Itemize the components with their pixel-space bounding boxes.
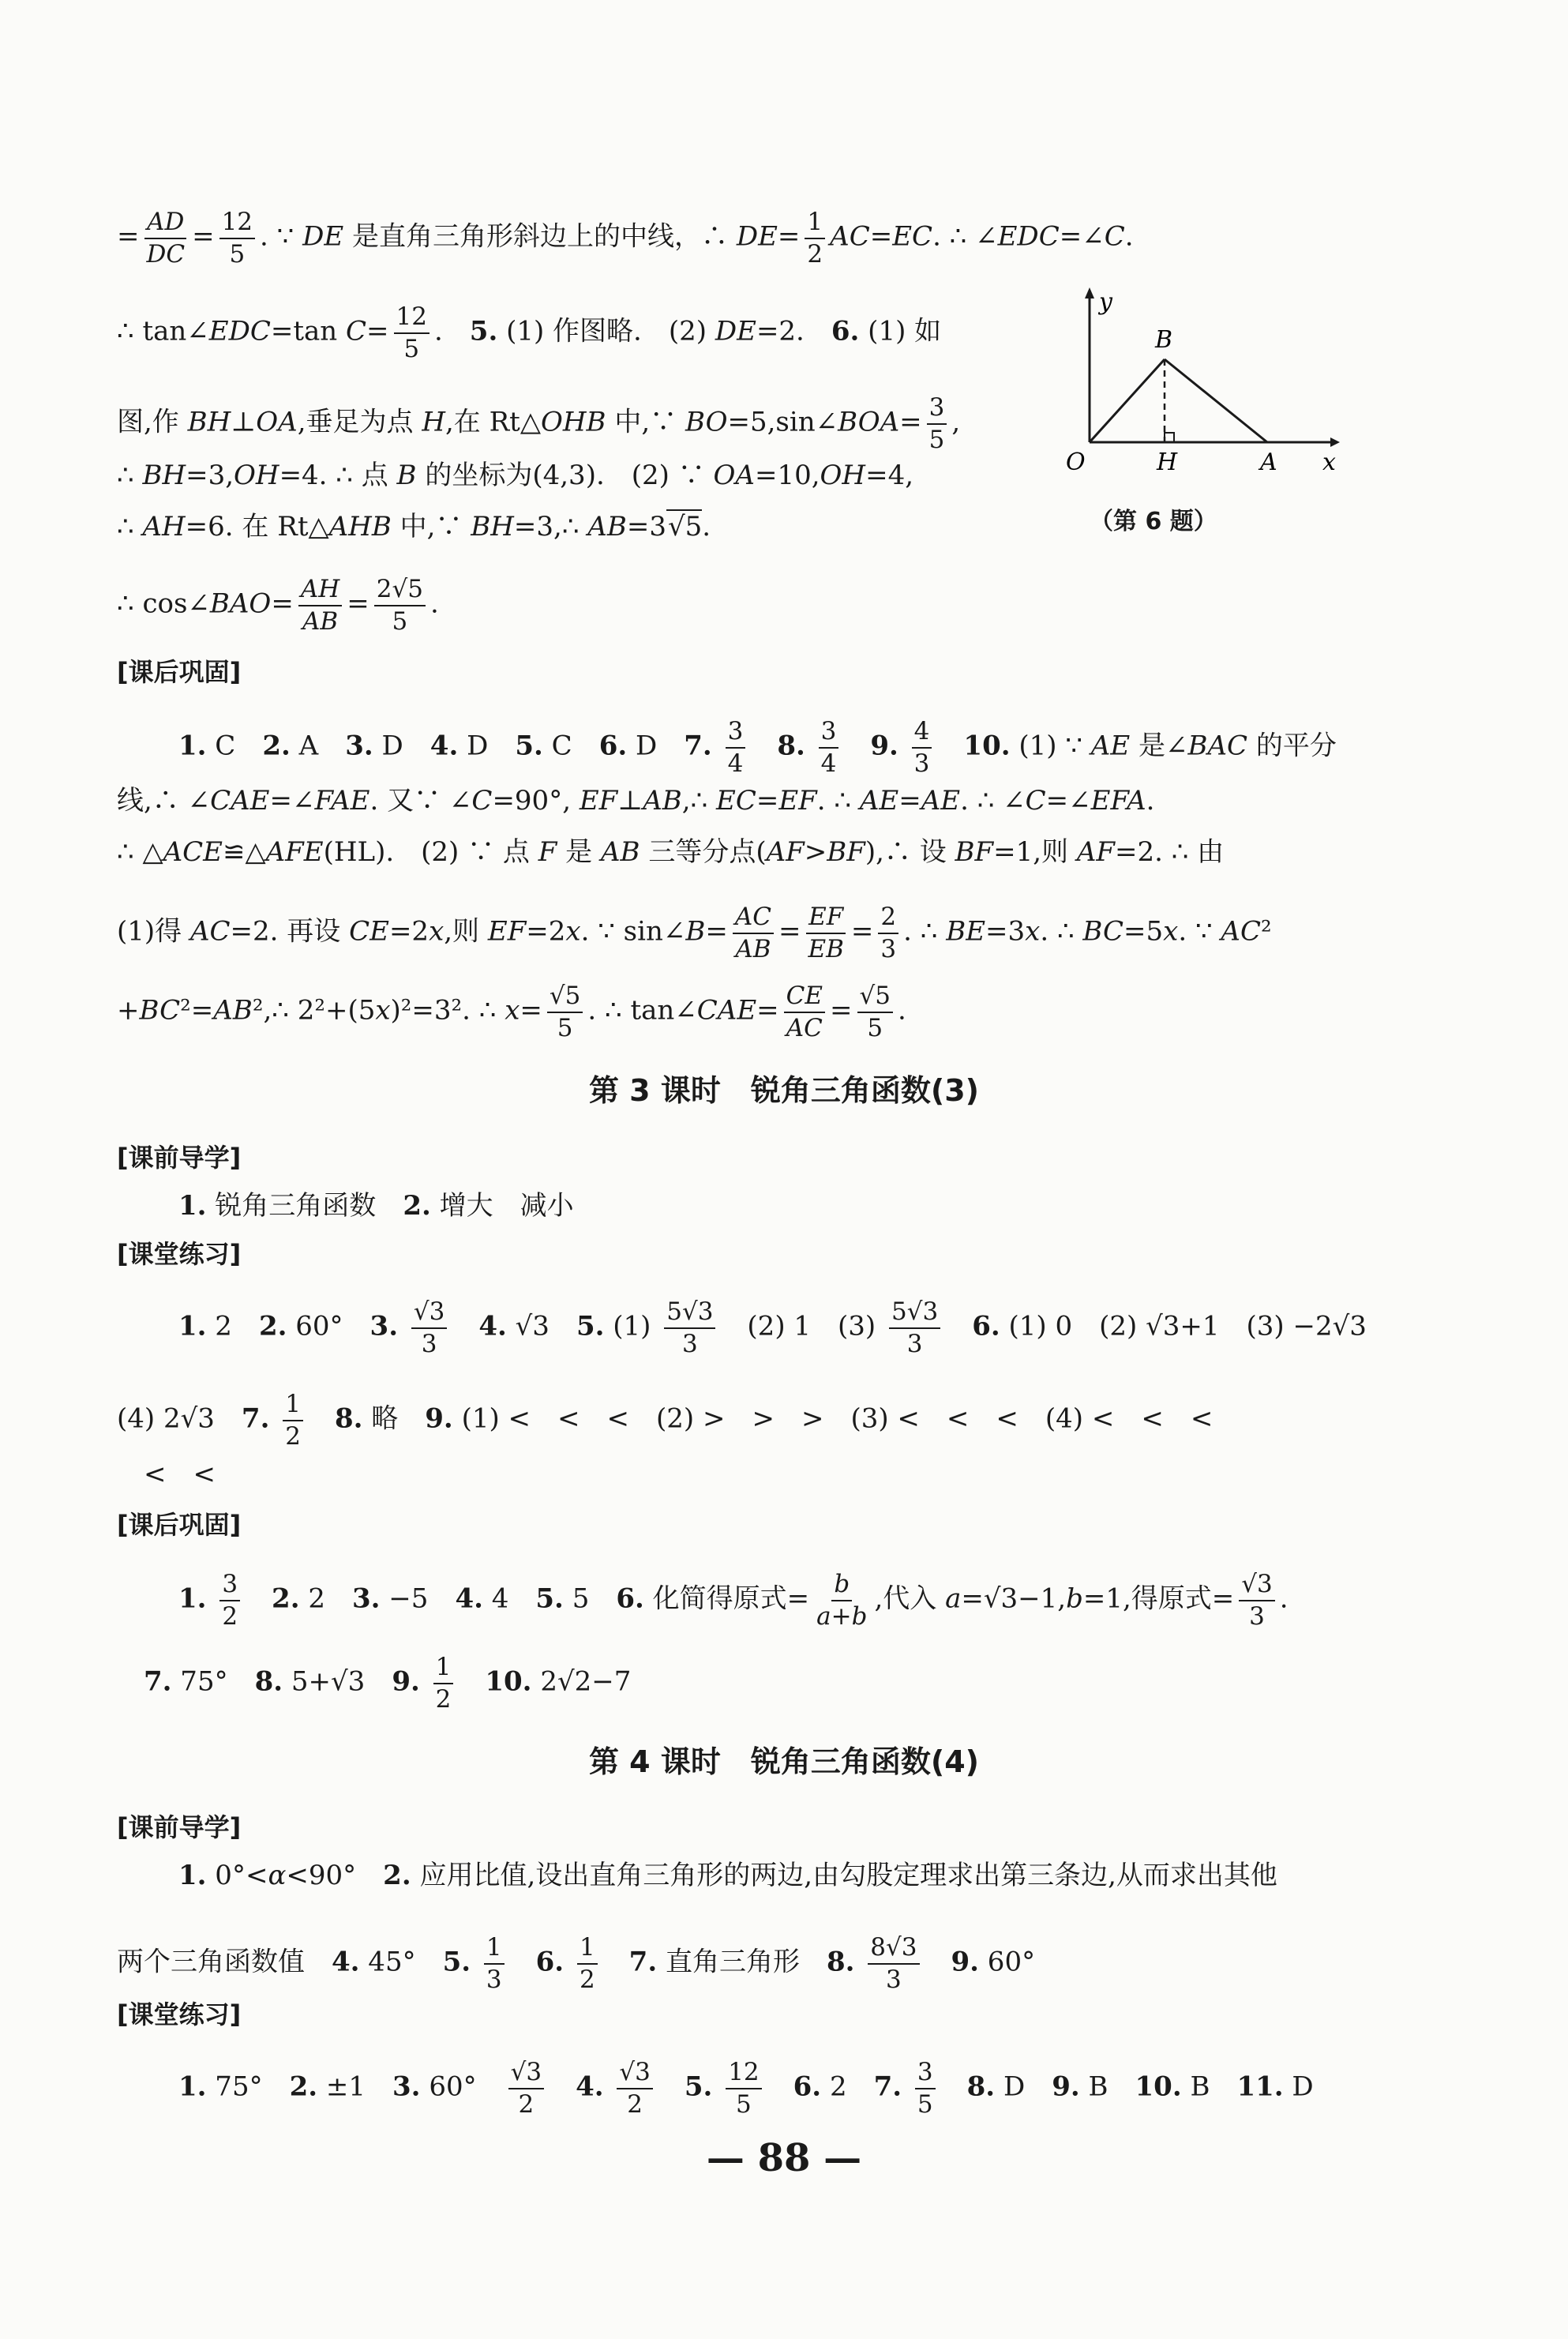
text-line-17: 7. 75° 8. 5+√3 9. $\frac{1}{2}$ 10. 2√2−7	[144, 1653, 632, 1714]
text-line-3: 图,作 BH⊥OA,垂足为点 H,在 Rt△OHB 中,∵ BO=5,sin∠BOA= $\frac{3}{5}$ ,	[117, 393, 961, 454]
section-before-class-3: [课前导学]	[117, 1143, 242, 1173]
text-line-2: ∴ tan∠EDC=tan C= $\frac{12}{5}$ . 5. (1) 作图略. (2) DE=2. 6. (1) 如	[117, 302, 942, 363]
y-axis-arrow	[1085, 287, 1094, 298]
coordinate-figure	[1034, 284, 1334, 537]
text-line-16: 1. $\frac{3}{2}$ 2. 2 3. −5 4. 4 5. 5 6. 化简得原式= $\frac{b}{a+b}$ ,代入 a=√3−1,b=1,得原式= $\frac{√3}{3}$ .	[178, 1570, 1289, 1631]
section-in-class-3: [课堂练习]	[117, 1239, 242, 1269]
text-line-19: 两个三角函数值 4. 45° 5. $\frac{1}{3}$ 6. $\frac{1}{2}$ 7. 直角三角形 8. $\frac{8√3}{3}$ 9. 60°	[117, 1933, 1036, 1994]
segment-ab	[1165, 359, 1267, 442]
label-x: x	[1322, 449, 1336, 476]
text-line-9: ∴ △ACE≌△AFE(HL). (2) ∵ 点 F 是 AB 三等分点(AF>BF),∴ 设 BF=1,则 AF=2. ∴ 由	[117, 836, 1225, 868]
text-line-11: +BC²=AB²,∴ 2²+(5x)²=3². ∴ x= $\frac{√5}{5}$ . ∴ tan∠CAE= $\frac{CE}{AC}$ = $\frac{√5}{5}$ .	[117, 982, 906, 1042]
section-after-class-3: [课后巩固]	[117, 1510, 242, 1540]
text-line-8: 线,∴ ∠CAE=∠FAE. 又∵ ∠C=90°, EF⊥AB,∴ EC=EF. ∴ AE=AE. ∴ ∠C=∠EFA.	[117, 785, 1155, 817]
segment-ob	[1090, 359, 1165, 442]
x-axis-arrow	[1330, 437, 1340, 447]
page-number: — 88 —	[706, 2136, 862, 2180]
text-line-5: ∴ AH=6. 在 Rt△AHB 中,∵ BH=3,∴ AB=3√5.	[117, 511, 711, 543]
label-o: O	[1066, 449, 1086, 476]
text-line-13: 1. 2 2. 60° 3. $\frac{√3}{3}$ 4. √3 5. (1) $\frac{5√3}{3}$ (2) 1 (3) $\frac{5√3}{3}$ 6. (1) 0 (2) √3+1 (3) −2√3	[178, 1297, 1367, 1358]
right-angle-mark	[1165, 433, 1174, 442]
section-in-class-4: [课堂练习]	[117, 1999, 242, 2029]
label-b: B	[1155, 326, 1173, 354]
lesson-3-title: 第 3 课时 锐角三角函数(3)	[588, 1073, 980, 1108]
label-a: A	[1260, 449, 1277, 476]
label-y: y	[1099, 288, 1112, 316]
text-line-7: 1. C 2. A 3. D 4. D 5. C 6. D 7. $\frac{3}{4}$ 8. $\frac{3}{4}$ 9. $\frac{4}{3}$ 10. (1) ∵ AE 是∠BAC 的平分	[178, 717, 1337, 778]
text-line-12: 1. 锐角三角函数 2. 增大 减小	[178, 1190, 574, 1222]
text-line-15: < <	[117, 1459, 216, 1490]
text-line-18: 1. 0°<α<90° 2. 应用比值,设出直角三角形的两边,由勾股定理求出第三条边,从而求出其他	[178, 1860, 1277, 1891]
text-line-10: (1)得 AC=2. 再设 CE=2x,则 EF=2x. ∵ sin∠B= $\frac{AC}{AB}$ = $\frac{EF}{EB}$ = $\frac{2}{3}$ . ∴ BE=3x. ∴ BC=5x. ∵ AC²	[117, 903, 1272, 963]
text-line-14: (4) 2√3 7. $\frac{1}{2}$ 8. 略 9. (1) < < < (2) > > > (3) < < < (4) < < <	[117, 1390, 1214, 1451]
text-line-6: ∴ cos∠BAO= $\frac{AH}{AB}$ = $\frac{2√5}{5}$ .	[117, 575, 439, 636]
text-line-20: 1. 75° 2. ±1 3. 60° $\frac{√3}{2}$ 4. $\frac{√3}{2}$ 5. $\frac{12}{5}$ 6. 2 7. $\frac{3}{5}$ 8. D 9. B 10. B 11. D	[178, 2058, 1314, 2119]
label-h: H	[1157, 449, 1178, 476]
section-after-class-1: [课后巩固]	[117, 657, 242, 687]
lesson-4-title: 第 4 课时 锐角三角函数(4)	[588, 1744, 980, 1779]
section-before-class-4: [课前导学]	[117, 1812, 242, 1842]
text-line-4: ∴ BH=3,OH=4. ∴ 点 B 的坐标为(4,3). (2) ∵ OA=10,OH=4,	[117, 460, 914, 491]
text-line-1: = $\frac{AD}{DC}$ = $\frac{12}{5}$ . ∵ DE 是直角三角形斜边上的中线，∴ DE= $\frac{1}{2}$ AC=EC. ∴ ∠EDC=∠C.	[117, 208, 1134, 268]
figure-caption: （第 6 题）	[1090, 508, 1217, 535]
